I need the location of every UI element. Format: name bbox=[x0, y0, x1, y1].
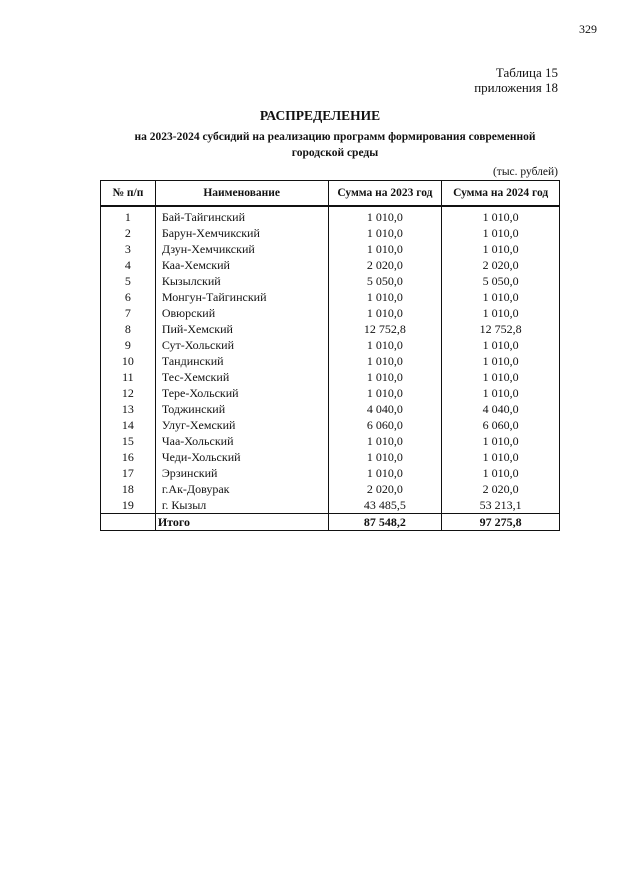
row-sum-2024: 1 010,0 bbox=[442, 225, 560, 241]
table-row bbox=[101, 385, 560, 401]
row-sum-2024: 1 010,0 bbox=[442, 289, 560, 305]
row-name: Чаа-Хольский bbox=[155, 433, 328, 449]
row-name: Овюрский bbox=[155, 305, 328, 321]
row-name: Кызылский bbox=[155, 273, 328, 289]
total-sum-2024: 97 275,8 bbox=[442, 514, 560, 531]
row-name: Тере-Хольский bbox=[155, 385, 328, 401]
row-number: 17 bbox=[101, 465, 156, 481]
table-row bbox=[101, 353, 560, 369]
table-row bbox=[101, 369, 560, 385]
row-sum-2024: 1 010,0 bbox=[442, 385, 560, 401]
row-name: Бай-Тайгинский bbox=[155, 206, 328, 225]
row-number: 19 bbox=[101, 497, 156, 514]
row-name: Тес-Хемский bbox=[155, 369, 328, 385]
table-ref-line1: Таблица 15 bbox=[495, 65, 558, 80]
table-ref-line2: приложения 18 bbox=[474, 80, 558, 95]
row-number: 1 bbox=[101, 206, 156, 225]
row-number: 11 bbox=[101, 369, 156, 385]
row-sum-2023: 43 485,5 bbox=[328, 497, 442, 514]
table-header-row bbox=[101, 181, 560, 207]
row-name: Дзун-Хемчикский bbox=[155, 241, 328, 257]
column-header-name: Наименование bbox=[155, 181, 328, 207]
row-sum-2023: 5 050,0 bbox=[328, 273, 442, 289]
row-sum-2023: 1 010,0 bbox=[328, 385, 442, 401]
row-sum-2024: 1 010,0 bbox=[442, 206, 560, 225]
document-subtitle: на 2023-2024 субсидий на реализацию программ формирования современной городской среды bbox=[134, 131, 536, 159]
row-sum-2023: 1 010,0 bbox=[328, 433, 442, 449]
row-sum-2024: 1 010,0 bbox=[442, 353, 560, 369]
row-name: г. Кызыл bbox=[155, 497, 328, 514]
row-sum-2024: 1 010,0 bbox=[442, 449, 560, 465]
row-sum-2024: 53 213,1 bbox=[442, 497, 560, 514]
row-number: 3 bbox=[101, 241, 156, 257]
table-row bbox=[101, 465, 560, 481]
row-sum-2023: 1 010,0 bbox=[328, 337, 442, 353]
row-name: Тандинский bbox=[155, 353, 328, 369]
table-row bbox=[101, 417, 560, 433]
total-sum-2023: 87 548,2 bbox=[328, 514, 442, 531]
table-row bbox=[101, 449, 560, 465]
row-sum-2024: 2 020,0 bbox=[442, 257, 560, 273]
distribution-table bbox=[100, 180, 560, 531]
table-row bbox=[101, 225, 560, 241]
row-number: 10 bbox=[101, 353, 156, 369]
row-sum-2023: 12 752,8 bbox=[328, 321, 442, 337]
table-row bbox=[101, 273, 560, 289]
row-sum-2023: 1 010,0 bbox=[328, 206, 442, 225]
row-sum-2024: 5 050,0 bbox=[442, 273, 560, 289]
row-sum-2024: 12 752,8 bbox=[442, 321, 560, 337]
page-number: 329 bbox=[579, 22, 597, 36]
column-header-sum-2023: Сумма на 2023 год bbox=[328, 181, 442, 207]
row-name: Эрзинский bbox=[155, 465, 328, 481]
row-number: 5 bbox=[101, 273, 156, 289]
row-number: 6 bbox=[101, 289, 156, 305]
row-number: 2 bbox=[101, 225, 156, 241]
row-sum-2024: 1 010,0 bbox=[442, 433, 560, 449]
row-sum-2024: 1 010,0 bbox=[442, 369, 560, 385]
table-row bbox=[101, 321, 560, 337]
total-label: Итого bbox=[155, 514, 328, 531]
row-name: Пий-Хемский bbox=[155, 321, 328, 337]
row-sum-2023: 1 010,0 bbox=[328, 305, 442, 321]
table-row bbox=[101, 401, 560, 417]
units-label: (тыс. рублей) bbox=[492, 166, 558, 178]
table-reference bbox=[474, 65, 558, 95]
row-sum-2023: 1 010,0 bbox=[328, 465, 442, 481]
column-header-sum-2024: Сумма на 2024 год bbox=[442, 181, 560, 207]
row-name: Каа-Хемский bbox=[155, 257, 328, 273]
row-sum-2024: 1 010,0 bbox=[442, 337, 560, 353]
row-name: Барун-Хемчикский bbox=[155, 225, 328, 241]
row-sum-2023: 1 010,0 bbox=[328, 289, 442, 305]
total-number-cell bbox=[101, 514, 156, 531]
row-number: 14 bbox=[101, 417, 156, 433]
row-sum-2023: 1 010,0 bbox=[328, 369, 442, 385]
table-body bbox=[101, 206, 560, 514]
document-title: РАСПРЕДЕЛЕНИЕ bbox=[259, 108, 381, 123]
row-sum-2023: 1 010,0 bbox=[328, 449, 442, 465]
table-row bbox=[101, 206, 560, 225]
row-number: 9 bbox=[101, 337, 156, 353]
table-row bbox=[101, 337, 560, 353]
row-sum-2024: 1 010,0 bbox=[442, 465, 560, 481]
row-sum-2024: 2 020,0 bbox=[442, 481, 560, 497]
row-sum-2024: 4 040,0 bbox=[442, 401, 560, 417]
row-name: Монгун-Тайгинский bbox=[155, 289, 328, 305]
row-sum-2023: 6 060,0 bbox=[328, 417, 442, 433]
table-row bbox=[101, 305, 560, 321]
row-name: Улуг-Хемский bbox=[155, 417, 328, 433]
row-sum-2024: 1 010,0 bbox=[442, 305, 560, 321]
table-row bbox=[101, 289, 560, 305]
row-number: 16 bbox=[101, 449, 156, 465]
row-name: Сут-Хольский bbox=[155, 337, 328, 353]
row-sum-2023: 2 020,0 bbox=[328, 257, 442, 273]
table-row bbox=[101, 241, 560, 257]
total-row bbox=[101, 514, 560, 531]
row-number: 18 bbox=[101, 481, 156, 497]
row-number: 12 bbox=[101, 385, 156, 401]
row-number: 7 bbox=[101, 305, 156, 321]
table-row bbox=[101, 257, 560, 273]
row-sum-2023: 1 010,0 bbox=[328, 225, 442, 241]
row-sum-2023: 2 020,0 bbox=[328, 481, 442, 497]
table-row bbox=[101, 433, 560, 449]
row-number: 15 bbox=[101, 433, 156, 449]
row-number: 13 bbox=[101, 401, 156, 417]
row-sum-2024: 6 060,0 bbox=[442, 417, 560, 433]
table-row bbox=[101, 497, 560, 514]
table-row bbox=[101, 481, 560, 497]
row-sum-2023: 1 010,0 bbox=[328, 353, 442, 369]
row-name: г.Ак-Довурак bbox=[155, 481, 328, 497]
row-name: Чеди-Хольский bbox=[155, 449, 328, 465]
row-number: 4 bbox=[101, 257, 156, 273]
row-name: Тоджинский bbox=[155, 401, 328, 417]
row-sum-2024: 1 010,0 bbox=[442, 241, 560, 257]
column-header-number: № п/п bbox=[101, 181, 156, 207]
row-sum-2023: 4 040,0 bbox=[328, 401, 442, 417]
row-number: 8 bbox=[101, 321, 156, 337]
row-sum-2023: 1 010,0 bbox=[328, 241, 442, 257]
